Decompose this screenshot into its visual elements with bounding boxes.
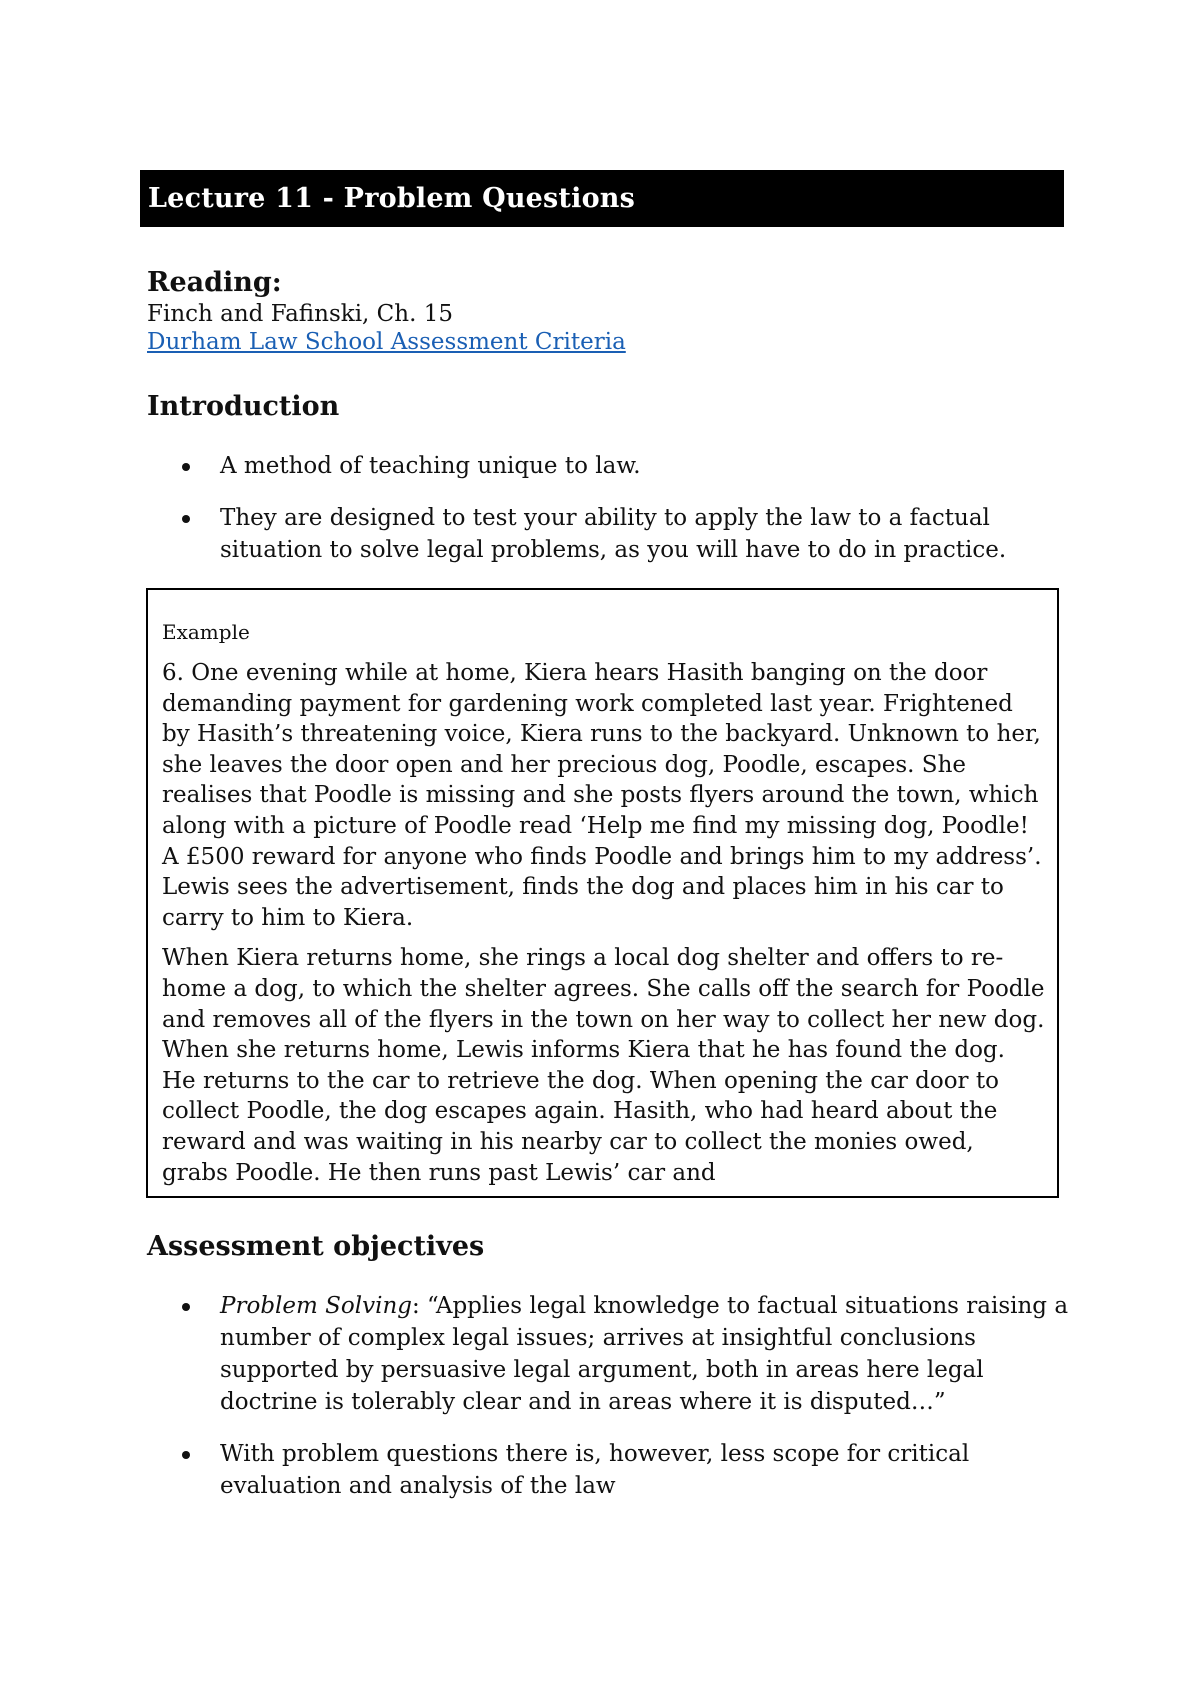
example-label: Example — [162, 620, 250, 644]
list-item-text: With problem questions there is, however, less scope for critical evaluation and analysis of the law — [220, 1441, 970, 1499]
list-item — [0, 450, 1200, 482]
example-text-box — [146, 588, 1059, 1198]
list-item — [0, 1438, 1200, 1502]
assessment-criteria-link[interactable]: Durham Law School Assessment Criteria — [147, 329, 626, 355]
bullet-icon — [182, 1303, 190, 1311]
reading-book: Finch and Fafinski, Ch. 15 — [147, 301, 453, 327]
list-item — [0, 1290, 1200, 1418]
list-item-text: They are designed to test your ability to apply the law to a factual situation to solve legal problems, as you will have to do in practice. — [220, 505, 1007, 563]
introduction-heading: Introduction — [147, 391, 340, 422]
example-paragraph: 6. One evening while at home, Kiera hears Hasith banging on the door demanding payment for gardening work completed last year. Frightened by Hasith’s threatening voice, Kiera runs to the backyard. Unknown to her, she leaves the door open and her precious dog, Poodle, escapes. She realises that Poodle is missing and she posts flyers around the town, which along with a picture of Poodle read ‘Help me find my missing dog, Poodle! A £500 reward for anyone who finds Poodle and brings him to my address’. Lewis sees the advertisement, finds the dog and places him in his car to carry to him to Kiera. — [162, 660, 1042, 931]
list-item-text: : “Applies legal knowledge to factual situations raising a number of complex legal issues; arrives at insightful conclusions supported by persuasive legal argument, both in areas here legal doctrine is tolerably clear and in areas where it is disputed…” — [220, 1293, 1069, 1415]
list-item-text: A method of teaching unique to law. — [220, 453, 641, 479]
introduction-list — [0, 450, 1200, 586]
example-paragraph: When Kiera returns home, she rings a local dog shelter and offers to re-home a dog, to which the shelter agrees. She calls off the search for Poodle and removes all of the flyers in the town on her way to collect her new dog. When she returns home, Lewis informs Kiera that he has found the dog. He returns to the car to retrieve the dog. When opening the car door to collect Poodle, the dog escapes again. Hasith, who had heard about the reward and was waiting in his nearby car to collect the monies owed, grabs Poodle. He then runs past Lewis’ car and — [162, 945, 1045, 1186]
bullet-icon — [182, 515, 190, 523]
page-title: Lecture 11 - Problem Questions — [140, 170, 1064, 227]
reading-heading: Reading: — [147, 267, 282, 298]
bullet-icon — [182, 1451, 190, 1459]
list-item — [0, 502, 1200, 566]
assessment-list — [0, 1290, 1200, 1522]
assessment-heading: Assessment objectives — [147, 1231, 485, 1262]
list-item-term: Problem Solving — [220, 1293, 412, 1319]
bullet-icon — [182, 463, 190, 471]
reading-section — [147, 266, 1047, 356]
